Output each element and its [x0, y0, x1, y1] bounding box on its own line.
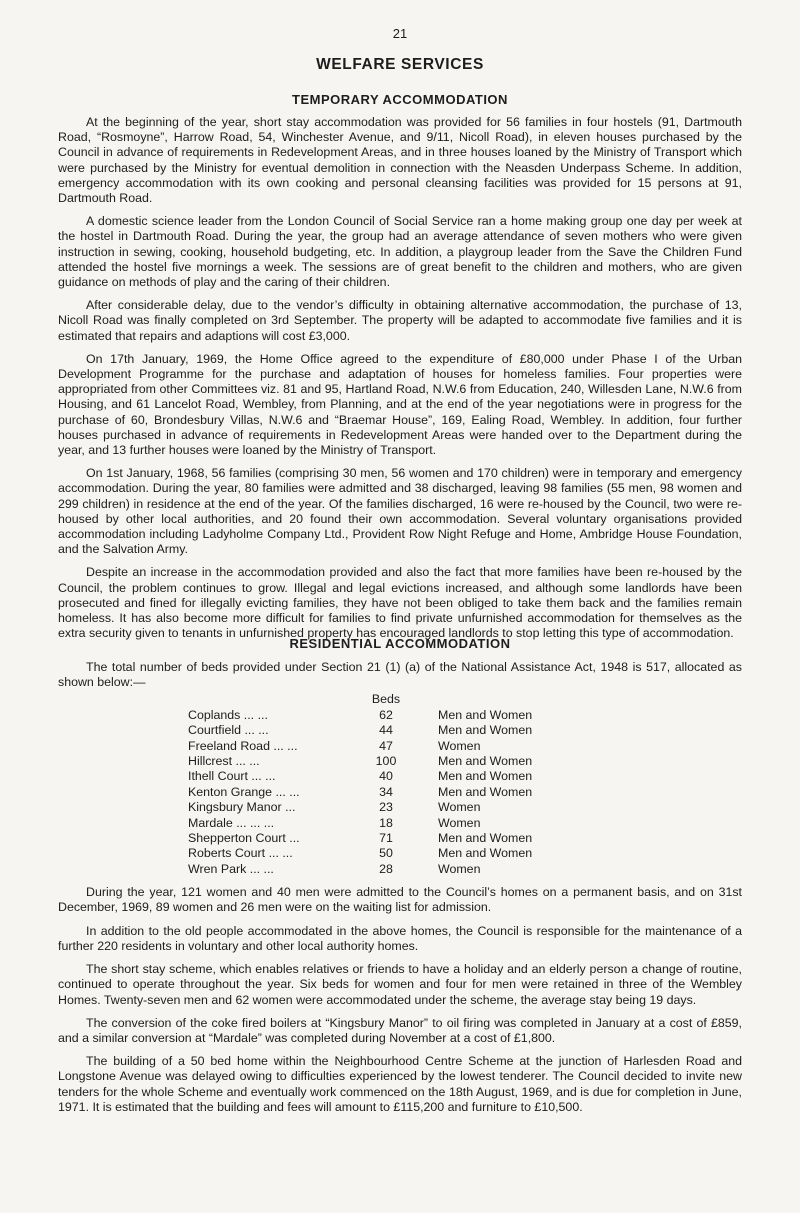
home-name: Kenton Grange ... ...	[188, 784, 300, 799]
paragraph: At the beginning of the year, short stay accommodation was provided for 56 families in four hostels (91, Dartmouth Road, “Rosmoyne”, Harrow Road, 54, Winchester Avenue, and 9/11, Nicoll Road), in eleven houses purchased by the Council in advance of requirements in Redevelopment Areas, and in three houses loaned by the Ministry of Transport which were purchased by the Ministry for eventual demolition in connection with the Neasden Underpass Scheme. In addition, emergency accommodation with its own cooking and personal cleansing facilities was provided for 15 persons at 91, Dartmouth Road.	[58, 115, 742, 206]
paragraph: After considerable delay, due to the vendor’s difficulty in obtaining alternative accommodation, the purchase of 13, Nicoll Road was finally completed on 3rd September. The property will be adapted to accommodate five families and it is estimated that repairs and adaptions will cost £3,000.	[58, 298, 742, 343]
home-name: Hillcrest ... ...	[188, 754, 260, 769]
paragraph: During the year, 121 women and 40 men were admitted to the Council’s homes on a permanent basis, and on 31st December, 1969, 89 women and 26 men were on the waiting list for admission.	[58, 885, 742, 915]
occupant-type: Women	[438, 861, 481, 876]
occupant-type: Men and Women	[438, 769, 533, 784]
paragraph: In addition to the old people accommodated in the above homes, the Council is responsible for the maintenance of a further 220 residents in voluntary and other local authority homes.	[58, 923, 742, 953]
table-row	[188, 785, 532, 800]
home-name: Shepperton Court ...	[188, 831, 300, 846]
table-row	[188, 754, 532, 769]
temporary-accommodation-section	[58, 92, 742, 650]
residential-accommodation-heading: RESIDENTIAL ACCOMMODATION	[289, 636, 511, 651]
home-name: Ithell Court ... ...	[188, 769, 276, 784]
leader-dots: ... ...	[240, 707, 268, 722]
leader-dots: ... ...	[269, 738, 298, 753]
page-number: 21	[392, 26, 408, 41]
table-row	[188, 708, 532, 723]
leader-dots: ... ...	[265, 846, 293, 861]
table-row	[188, 816, 532, 831]
beds-count: 100	[375, 754, 397, 769]
occupant-type: Women	[438, 800, 481, 815]
home-name: Coplands ... ...	[188, 707, 268, 722]
home-name: Roberts Court ... ...	[188, 846, 293, 861]
occupant-type: Men and Women	[438, 754, 533, 769]
residential-accommodation-section	[58, 636, 742, 1123]
temporary-accommodation-heading: TEMPORARY ACCOMMODATION	[292, 92, 508, 107]
table-row	[188, 723, 532, 738]
home-name: Mardale ... ... ...	[188, 815, 275, 830]
occupant-type: Men and Women	[438, 707, 533, 722]
beds-count: 44	[379, 723, 393, 738]
occupant-type: Men and Women	[438, 831, 533, 846]
beds-count: 23	[379, 800, 393, 815]
occupant-type: Men and Women	[438, 784, 533, 799]
beds-count: 62	[379, 707, 393, 722]
leader-dots: ...	[281, 800, 296, 815]
page-title: WELFARE SERVICES	[316, 56, 484, 73]
beds-count: 34	[379, 784, 393, 799]
residential-intro: The total number of beds provided under Section 21 (1) (a) of the National Assistance Act, 1948 is 517, allocated as shown below:—	[58, 660, 742, 690]
home-name: Kingsbury Manor ...	[188, 800, 296, 815]
leader-dots: ... ...	[272, 784, 300, 799]
paragraph: The conversion of the coke fired boilers at “Kingsbury Manor” to oil firing was completed in January at a cost of £859, and a similar conversion at “Mardale” was completed during November at a cost of £1,800.	[58, 1015, 742, 1045]
occupant-type: Women	[438, 815, 481, 830]
table-row	[188, 846, 532, 861]
home-name: Freeland Road ... ...	[188, 738, 298, 753]
beds-count: 18	[379, 815, 393, 830]
home-column-header	[188, 692, 358, 707]
leader-dots: ... ... ...	[232, 815, 275, 830]
leader-dots: ... ...	[246, 861, 274, 876]
occupant-type: Women	[438, 738, 481, 753]
leader-dots: ... ...	[241, 723, 269, 738]
type-column-header	[414, 692, 532, 707]
table-row	[188, 862, 532, 877]
beds-count: 50	[379, 846, 393, 861]
table-row	[188, 800, 532, 815]
leader-dots: ... ...	[232, 754, 260, 769]
paragraph: The building of a 50 bed home within the Neighbourhood Centre Scheme at the junction of Harlesden Road and Longstone Avenue was delayed owing to difficulties experienced by the lowest tenderer. The Council decided to invite new tenders for the whole Scheme and eventually work commenced on the 18th August, 1969, and is due for completion in June, 1971. It is estimated that the building and fees will amount to £115,200 and furniture to £10,500.	[58, 1054, 742, 1114]
beds-count: 40	[379, 769, 393, 784]
paragraph: Despite an increase in the accommodation provided and also the fact that more families have been re-housed by the Council, the problem continues to grow. Illegal and legal evictions increased, and although some landlords have been prosecuted and fined for illegally evicting families, they have not been obliged to take them back and the families remain homeless. It has also become more difficult for families to find private unfurnished accommodation for themselves as the extra security given to tenants in unfurnished property has encouraged landlords to stop letting this type of accommodation.	[58, 565, 742, 641]
table-row	[188, 769, 532, 784]
table-row	[188, 739, 532, 754]
leader-dots: ... ...	[247, 769, 276, 784]
home-name: Wren Park ... ...	[188, 861, 274, 876]
beds-count: 28	[379, 861, 393, 876]
paragraph: A domestic science leader from the London Council of Social Service ran a home making group one day per week at the hostel in Dartmouth Road. During the year, the group had an average attendance of seven mothers who were given instruction in sewing, cooking, household budgeting, etc. In addition, a playgroup leader from the Save the Children Fund attended the hostel five mornings a week. The sessions are of great benefit to the children and mothers, who are given guidance on methods of play and the caring of their children.	[58, 214, 742, 290]
home-name: Courtfield ... ...	[188, 723, 269, 738]
beds-count: 47	[379, 738, 393, 753]
occupant-type: Men and Women	[438, 723, 533, 738]
paragraph: On 17th January, 1969, the Home Office agreed to the expenditure of £80,000 under Phase I of the Urban Development Programme for the purchase and adaptation of houses for homeless families. Four properties were appropriated from other Committees viz. 81 and 95, Hartland Road, N.W.6 from Education, 240, Willesden Lane, N.W.6 from Housing, and 61 Lancelot Road, Wembley, from Planning, and at the end of the year negotiations were in progress for the purchase of 60, Brondesbury Villas, N.W.6 and “Braemar House”, 169, Ealing Road, Wembley. In addition, four further houses purchased in advance of requirements in Redevelopment Areas were handed over to the Department during the year, and 13 further houses were loaned by the Ministry of Transport.	[58, 351, 742, 458]
beds-column-header: Beds	[371, 692, 401, 707]
paragraph: On 1st January, 1968, 56 families (comprising 30 men, 56 women and 170 children) were in temporary and emergency accommodation. During the year, 80 families were admitted and 38 discharged, leaving 98 families (55 men, 98 women and 299 children) in residence at the end of the year. Of the families discharged, 16 were re-housed by the Council, two were re-housed by other local authorities, and 20 found their own accommodation. Several voluntary organisations provided accommodation including Ladyholme Company Ltd., Provident Row Night Refuge and Home, Ambridge House Foundation, and the Salvation Army.	[58, 466, 742, 557]
paragraph: The short stay scheme, which enables relatives or friends to have a holiday and an elderly person a change of routine, continued to operate throughout the year. Six beds for women and four for men were retained in three of the Wembley Homes. Twenty-seven men and 62 women were accommodated under the scheme, the average stay being 19 days.	[58, 962, 742, 1007]
beds-table	[188, 692, 532, 877]
occupant-type: Men and Women	[438, 846, 533, 861]
table-row	[188, 831, 532, 846]
leader-dots: ...	[285, 831, 300, 846]
beds-table-header-row	[188, 692, 532, 707]
beds-count: 71	[379, 831, 393, 846]
